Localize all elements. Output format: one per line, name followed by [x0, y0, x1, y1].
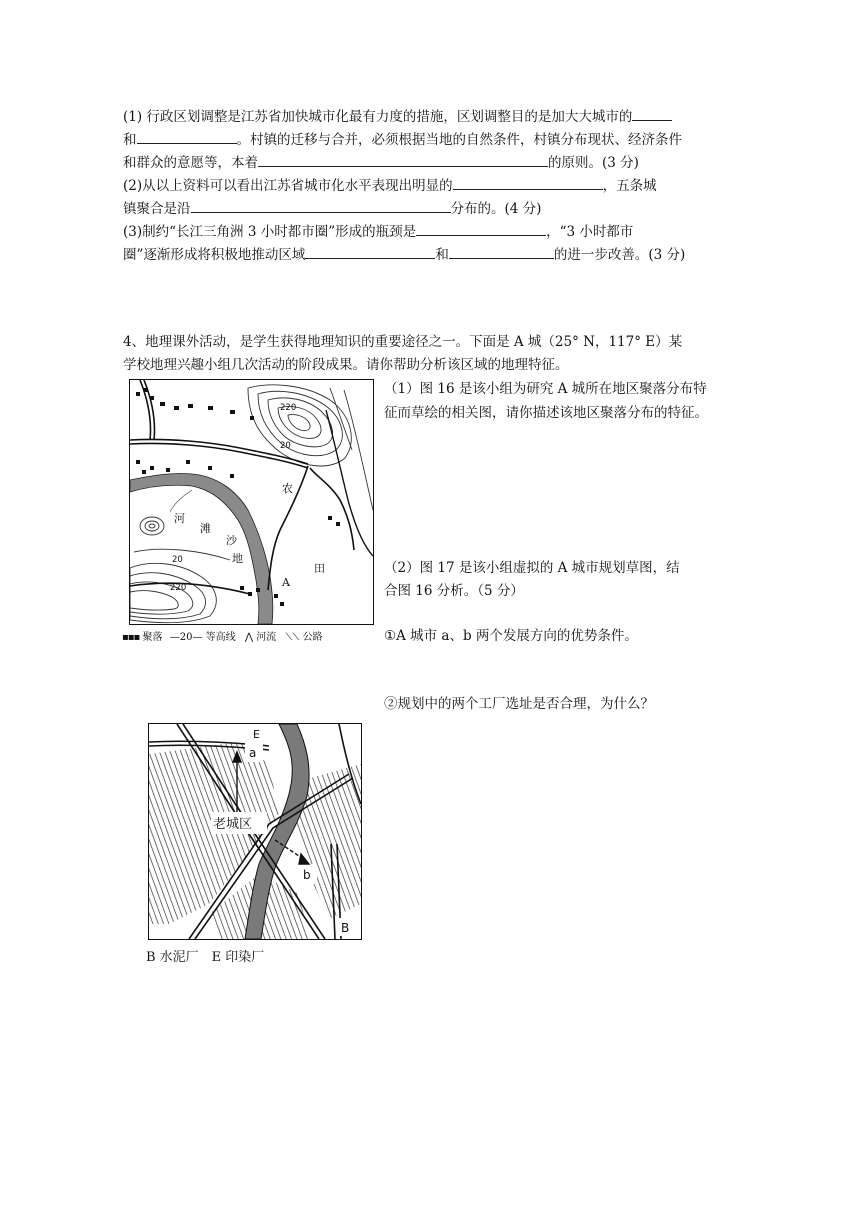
map-label-nong: 农 — [282, 482, 293, 495]
figure-16-map — [129, 379, 374, 625]
river-line — [326, 410, 373, 556]
contour-label-220: 220 — [280, 403, 297, 413]
map-label-he: 河 — [174, 512, 185, 525]
q3-p3a-post: ，“3 小时都市 — [546, 224, 634, 240]
map-label-tian: 田 — [314, 562, 325, 575]
blank-field[interactable] — [305, 244, 435, 259]
q3-p3b-post: 的进一步改善。(3 分) — [553, 247, 686, 263]
q3-p1c-pre: 和群众的意愿等，本着 — [123, 155, 258, 171]
label-b-dir: b — [303, 868, 311, 882]
figure-17-caption: B 水泥厂 E 印染厂 — [146, 950, 265, 965]
blank-field[interactable] — [453, 175, 603, 190]
blank-field[interactable] — [191, 198, 451, 213]
q3-p3-line2 — [123, 244, 685, 265]
map-label-sha: 沙 — [226, 534, 237, 547]
q4-s1-line1: （1）图 16 是该小组为研究 A 城所在地区聚落分布特 — [384, 381, 707, 397]
q3-p2b-post: 分布的。(4 分) — [450, 201, 542, 217]
q4-s2-line2: 合图 16 分析。（5 分） — [384, 583, 524, 599]
map-label-tan: 滩 — [200, 522, 211, 535]
blank-field[interactable] — [258, 152, 548, 167]
q3-p1c-post: 的原则。(3 分) — [548, 155, 639, 171]
q4-s2-q2: ②规划中的两个工厂选址是否合理，为什么？ — [384, 696, 654, 712]
label-old-city: 老城区 — [213, 817, 253, 832]
label-a: a — [249, 746, 257, 760]
q3-p2a-post: ，五条城 — [602, 178, 657, 194]
q4-s1-line2: 征而草绘的相关图，请你描述该地区聚落分布的特征。 — [384, 405, 708, 421]
contour-label-220b: 220 — [170, 583, 187, 593]
contour-label-20: 20 — [280, 441, 291, 451]
q4-s2-q1: ①A 城市 a、b 两个发展方向的优势条件。 — [384, 628, 638, 644]
legend-road: 公路 — [302, 632, 323, 643]
map-label-a: A — [282, 576, 290, 589]
blank-field[interactable] — [632, 106, 672, 121]
q4-intro-line2: 学校地理兴趣小组几次活动的阶段成果。请你帮助分析该区域的地理特征。 — [123, 357, 569, 373]
blank-field[interactable] — [449, 244, 554, 259]
q3-p2-line2 — [123, 198, 541, 219]
settlement-legend-icon: ▪▪▪ — [122, 632, 140, 643]
q3-p3b-pre: 圈”逐渐形成将积极地推动区域 — [123, 247, 306, 263]
figure-16-legend — [122, 628, 323, 643]
q3-p1b-pre: 和 — [123, 132, 137, 148]
legend-river: 河流 — [256, 632, 277, 643]
q3-p2b-pre: 镇聚合是沿 — [123, 201, 191, 217]
q3-p1-line2 — [123, 129, 682, 150]
label-b-plant: B — [341, 921, 350, 935]
figure-17-map — [148, 723, 362, 940]
q4-s2-line1: （2）图 17 是该小组虚拟的 A 城市规划草图，结 — [384, 560, 680, 576]
q3-p3a-pre: (3)制约“长江三角洲 3 小时都市圈”形成的瓶颈是 — [123, 224, 417, 240]
map-label-di: 地 — [232, 552, 243, 565]
q3-p2a-pre: (2)从以上资料可以看出江苏省城市化水平表现出明显的 — [123, 178, 453, 194]
river-legend-icon: ⋀ — [244, 632, 254, 643]
contour-lines — [130, 385, 373, 623]
q3-p1b-post: 。村镇的迁移与合并，必须根据当地的自然条件，村镇分布现状、经济条件 — [236, 132, 682, 148]
q3-p2-line1 — [123, 175, 657, 196]
q3-p1-line1 — [123, 106, 672, 127]
q3-p3b-mid: 和 — [435, 247, 449, 263]
label-e: E — [253, 728, 260, 741]
figure-17-drawing — [149, 724, 361, 939]
q3-p3-line1 — [123, 221, 633, 242]
blank-field[interactable] — [416, 221, 546, 236]
road-legend-icon: ⟍⟍ — [285, 632, 300, 643]
q3-p1a: (1) 行政区划调整是江苏省加快城市化最有力度的措施，区划调整目的是加大大城市的 — [123, 109, 633, 125]
legend-contour: —20— 等高线 — [169, 632, 236, 643]
contour-label-20b: 20 — [172, 555, 183, 565]
figure-16-drawing — [130, 380, 373, 624]
river-band — [130, 473, 273, 624]
legend-settlement: 聚落 — [142, 632, 163, 643]
blank-field[interactable] — [137, 129, 237, 144]
q3-p1-line3 — [123, 152, 639, 173]
q4-intro-line1: 4、地理课外活动，是学生获得地理知识的重要途径之一。下面是 A 城（25° N，117° E）某 — [123, 334, 683, 350]
